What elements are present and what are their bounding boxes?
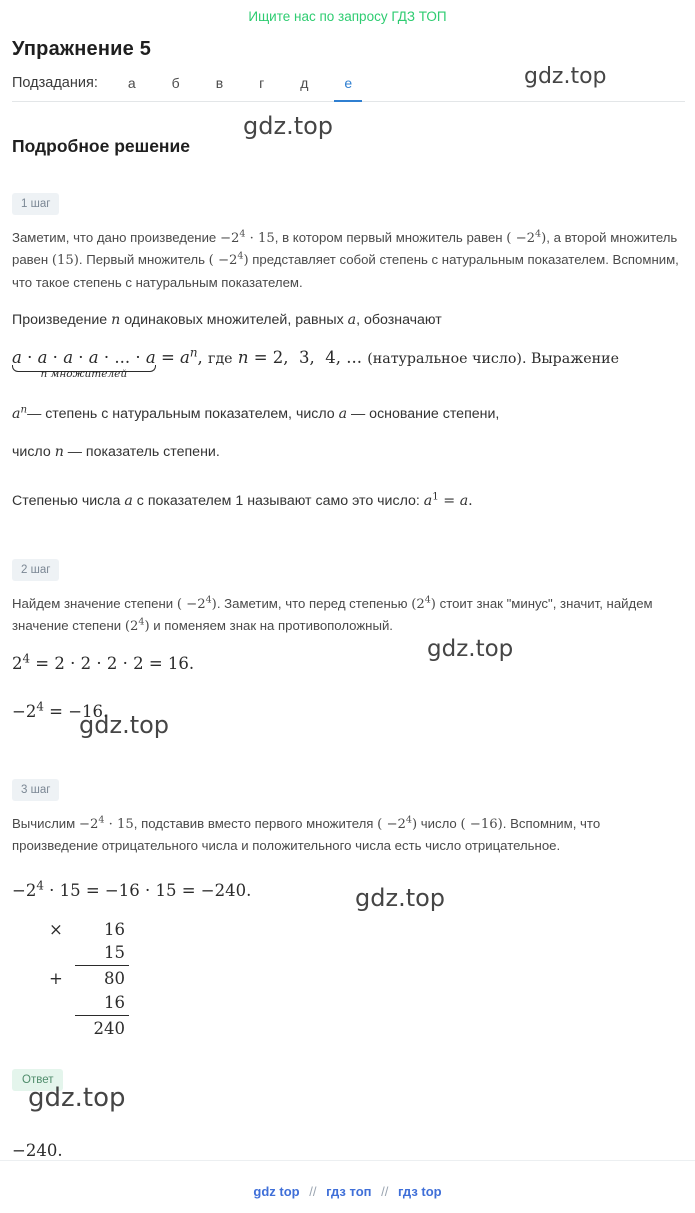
long-mult-row-partial1 bbox=[24, 965, 129, 991]
watermark-3: gdz.top bbox=[427, 636, 514, 662]
long-mult-partial2: 16 bbox=[104, 993, 125, 1013]
subtask-tab-e[interactable]: е bbox=[332, 75, 364, 101]
subtask-tab-d[interactable]: д bbox=[300, 75, 309, 91]
underbrace-group: a · a · a · a · ... · a n множителей bbox=[12, 346, 156, 387]
footer bbox=[0, 1184, 695, 1199]
long-multiplication bbox=[24, 918, 129, 1042]
document-content bbox=[0, 38, 695, 1160]
long-mult-partial1: 80 bbox=[75, 965, 129, 991]
step-1-paragraph-5: Степенью числа a с показателем 1 называют само это число: $a^1 = a$. bbox=[12, 491, 473, 510]
subtask-tabs bbox=[12, 75, 685, 102]
step-3-paragraph-1: Вычислим $-2^4 \cdot 15$, подставив вместо первого множителя ( $-2^4$) число ( −16). Вспомним, что произведение отрицательного числа и положительного числа есть число отрицательное. bbox=[12, 814, 601, 854]
long-mult-row-factor2 bbox=[24, 941, 129, 965]
watermark-6: gdz.top bbox=[28, 1083, 126, 1113]
top-banner: Ищите нас по запросу ГДЗ ТОП bbox=[248, 9, 447, 24]
subtask-tab-g[interactable]: г bbox=[259, 75, 265, 91]
subtask-tab-b[interactable]: б bbox=[171, 75, 180, 91]
footer-link-3[interactable]: гдз top bbox=[397, 1184, 442, 1199]
page-title: Упражнение 5 bbox=[12, 38, 152, 60]
step-2-equation-1: $2^4 = 2 \cdot 2 \cdot 2 \cdot 2 = 16$. bbox=[12, 651, 195, 673]
long-mult-row-factor1 bbox=[24, 918, 129, 942]
subtask-tab-a[interactable]: а bbox=[127, 75, 136, 91]
watermark-1: gdz.top bbox=[524, 64, 607, 89]
step-3-equation-1: $-2^4 \cdot 15 = -16 \cdot 15 = -240$. bbox=[12, 878, 252, 900]
step-1-paragraph-4: число n — показатель степени. bbox=[12, 444, 220, 461]
footer-link-2[interactable]: гдз топ bbox=[326, 1184, 372, 1199]
footer-divider bbox=[0, 1160, 695, 1161]
footer-link-1[interactable]: gdz top bbox=[253, 1184, 300, 1199]
step-1-paragraph-3: $a^n—$ степень с натуральным показателем, число a — основание степени, bbox=[12, 403, 500, 422]
answer-badge: Ответ bbox=[12, 1069, 63, 1091]
long-mult-factor1: 16 bbox=[104, 919, 125, 939]
subtasks-label: Подзадания: bbox=[12, 75, 98, 91]
step-1-paragraph-1: Заметим, что дано произведение $-2^4 \cdot 15$, в котором первый множитель равен ( $-2^4$), а второй множитель равен (15). Первый множитель ( $-2^4$) представляет собой степень с натуральным показателем. Вспомним, что такое степень с натуральным показателем. bbox=[12, 228, 679, 290]
step-2-equation-2: $-2^4 = -16$. bbox=[12, 699, 109, 722]
long-mult-row-partial2 bbox=[24, 991, 129, 1015]
answer-value: −240. bbox=[12, 1141, 63, 1161]
long-mult-factor2: 15 bbox=[104, 943, 125, 963]
long-mult-result: 240 bbox=[75, 1015, 129, 1041]
step-2-paragraph-1: Найдем значение степени ( $-2^4$). Заметим, что перед степенью $(2^4)$ стоит знак "минус", значит, найдем значение степени $(2^4)$ и поменяем знак на противоположный. bbox=[12, 594, 653, 635]
step-badge-1: 1 шаг bbox=[12, 193, 59, 215]
long-mult-times-sign: × bbox=[49, 919, 63, 939]
watermark-2: gdz.top bbox=[243, 112, 334, 140]
footer-separator-1: // bbox=[309, 1184, 317, 1199]
footer-separator-2: // bbox=[381, 1184, 389, 1199]
long-mult-plus-sign: + bbox=[49, 969, 63, 989]
watermark-5: gdz.top bbox=[355, 884, 446, 912]
long-mult-row-result bbox=[24, 1015, 129, 1041]
watermark-4: gdz.top bbox=[79, 711, 170, 739]
step-badge-3: 3 шаг bbox=[12, 779, 59, 801]
solution-heading: Подробное решение bbox=[12, 136, 190, 156]
underbrace-label: n множителей bbox=[40, 367, 128, 380]
step-badge-2: 2 шаг bbox=[12, 559, 59, 581]
step-1-underbrace-line: a · a · a · a · ... · a n множителей = $a^n$, где n = 2, 3, 4, ... (натуральное число). Выражение bbox=[12, 346, 685, 387]
subtask-tab-v[interactable]: в bbox=[215, 75, 224, 91]
step-1-paragraph-2: Произведение n одинаковых множителей, равных a, обозначают bbox=[12, 312, 442, 329]
